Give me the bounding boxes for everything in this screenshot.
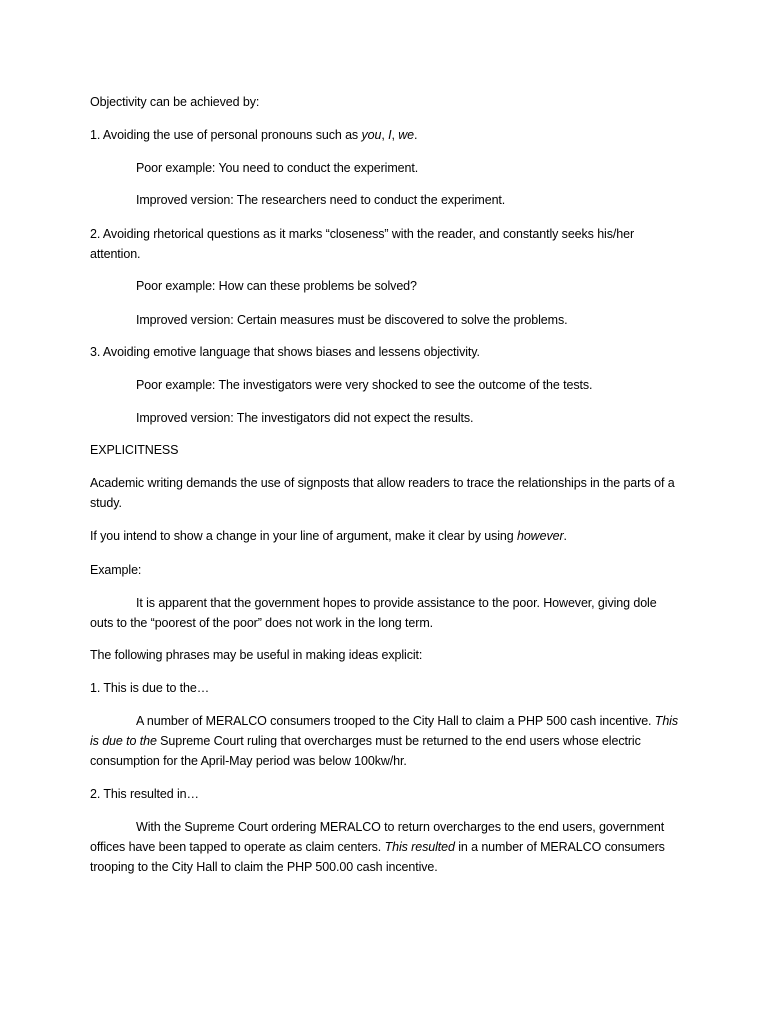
item-1-sep1: ,	[381, 128, 389, 142]
however-sentence	[90, 526, 690, 546]
item-1-prefix: 1. Avoiding the use of personal pronouns such as	[90, 128, 362, 142]
phrases-intro: The following phrases may be useful in making ideas explicit:	[90, 648, 423, 662]
phrase-1-text-b: Supreme Court ruling that overcharges must be returned to the end users whose electric consumption for the April-May period was below 100kw/hr.	[90, 734, 641, 768]
example-paragraph	[90, 593, 680, 633]
phrase-1-label: 1. This is due to the…	[90, 681, 210, 695]
item-1-improved-version: Improved version: The researchers need to conduct the experiment.	[136, 193, 506, 207]
however-suffix: .	[563, 529, 567, 543]
however-prefix: If you intend to show a change in your line of argument, make it clear by using	[90, 529, 517, 543]
phrase-1-paragraph	[90, 711, 680, 771]
phrase-1-text-a: A number of MERALCO consumers trooped to the City Hall to claim a PHP 500 cash incentive.	[136, 714, 655, 728]
phrase-2-paragraph	[90, 817, 680, 877]
item-1-you: you	[361, 128, 382, 142]
item-1-suffix: .	[413, 128, 418, 142]
explicitness-intro: Academic writing demands the use of signposts that allow readers to trace the relationships in the parts of a study.	[90, 476, 675, 510]
phrase-1-italic: This is due to the	[90, 714, 679, 748]
item-1-sep2: ,	[391, 128, 399, 142]
example-label: Example:	[90, 563, 142, 577]
item-1-i: I	[388, 128, 392, 142]
item-2-improved-version: Improved version: Certain measures must be discovered to solve the problems.	[136, 313, 568, 327]
phrase-2-text-b: in a number of MERALCO consumers trooping to the City Hall to claim the PHP 500.00 cash incentive.	[90, 840, 665, 874]
phrase-2-text-a: With the Supreme Court ordering MERALCO to return overcharges to the end users, government offices have been tapped to operate as claim centers.	[90, 820, 665, 854]
example-text: It is apparent that the government hopes to provide assistance to the poor. However, giving dole outs to the “poorest of the poor” does not work in the long term.	[90, 596, 657, 630]
explicitness-heading: EXPLICITNESS	[90, 443, 179, 457]
however-word: however	[516, 529, 564, 543]
phrase-2-italic: This resulted	[384, 840, 455, 854]
item-1-we: we	[398, 128, 414, 142]
phrase-2-label: 2. This resulted in…	[90, 787, 199, 801]
objectivity-heading: Objectivity can be achieved by:	[90, 95, 260, 109]
item-3: 3. Avoiding emotive language that shows biases and lessens objectivity.	[90, 345, 480, 359]
item-1	[90, 125, 690, 145]
item-2-poor-example: Poor example: How can these problems be solved?	[136, 279, 417, 293]
item-2: 2. Avoiding rhetorical questions as it marks “closeness” with the reader, and constantly seeks his/her attention.	[90, 227, 635, 261]
item-3-improved-version: Improved version: The investigators did not expect the results.	[136, 411, 474, 425]
item-3-poor-example: Poor example: The investigators were very shocked to see the outcome of the tests.	[136, 378, 593, 392]
item-1-poor-example: Poor example: You need to conduct the experiment.	[136, 161, 419, 175]
